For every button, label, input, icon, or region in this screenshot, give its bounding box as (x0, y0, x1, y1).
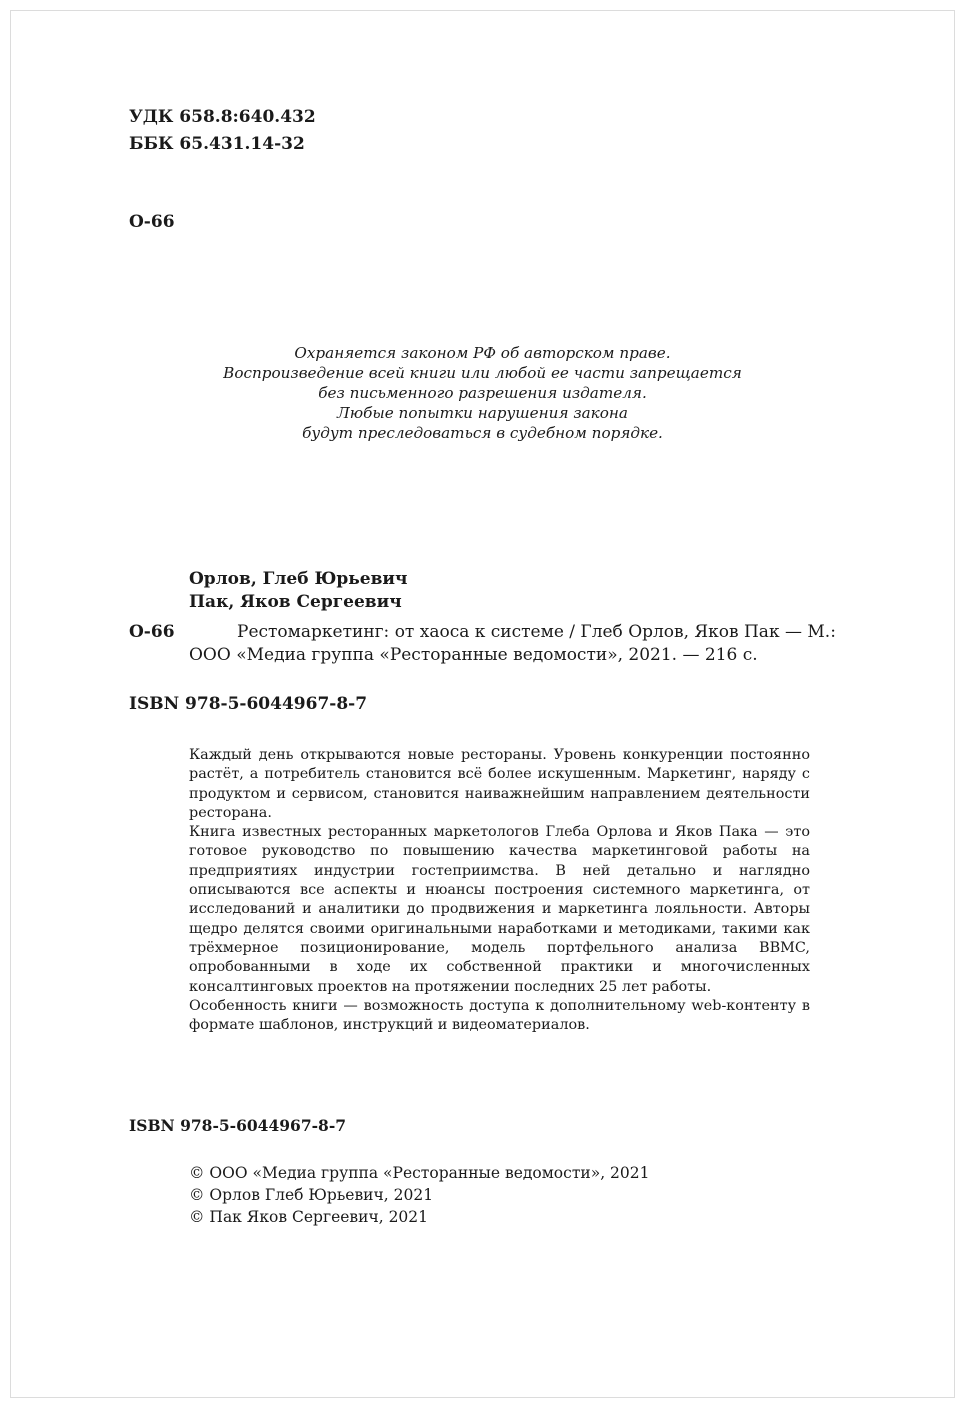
copyright-line: © Пак Яков Сергеевич, 2021 (189, 1208, 429, 1226)
udk-code: УДК 658.8:640.432 (129, 107, 316, 127)
annotation-paragraph: Каждый день открываются новые рестораны. Уровень конкуренции постоянно растёт, а потребитель становится всё более искушенным. Маркетинг, наряду с продуктом и сервисом, становится наиважнейшим направлением деятельности ресторана. (189, 747, 810, 821)
author-1: Орлов, Глеб Юрьевич (189, 569, 408, 589)
annotation-paragraph: Особенность книги — возможность доступа к дополнительному web-контенту в формате шаблонов, инструкций и видеоматериалов. (189, 997, 810, 1034)
notice-line: Охраняется законом РФ об авторском праве. (294, 344, 671, 362)
annotation-paragraph: Книга известных ресторанных маркетологов Глеба Орлова и Яков Пака — это готовое руководство по повышению качества маркетинговой работы на предприятиях индустрии гостеприимства. В ней детально и наглядно описываются все аспекты и нюансы построения системного маркетинга, от исследований и аналитики до продвижения и маркетинга лояльности. Авторы щедро делятся своими оригинальными наработками и методиками, такими как трёхмерное позиционирование, модель портфельного анализа BBMC, опробованными в ходе их собственной практики и многочисленных консалтинговых проектов на протяжении последних 25 лет работы. (189, 824, 810, 995)
annotation (189, 746, 810, 1035)
copyright-line: © ООО «Медиа группа «Ресторанные ведомости», 2021 (189, 1164, 650, 1182)
notice-line: Воспроизведение всей книги или любой ее части запрещается (223, 364, 742, 382)
bib-publisher-line: ООО «Медиа группа «Ресторанные ведомости», 2021. — 216 с. (189, 645, 758, 665)
bbk-code: ББК 65.431.14-32 (129, 134, 305, 154)
notice-line: будут преследоваться в судебном порядке. (302, 424, 663, 442)
bib-title-line: Рестомаркетинг: от хаоса к системе / Глеб Орлов, Яков Пак — М.: (237, 622, 836, 642)
author-mark: О-66 (129, 212, 175, 232)
copyright-notice (11, 343, 954, 443)
copyright-page (10, 10, 955, 1398)
author-2: Пак, Яков Сергеевич (189, 592, 402, 612)
copyright-list (189, 1162, 650, 1228)
notice-line: Любые попытки нарушения закона (337, 404, 628, 422)
bib-author-mark: О-66 (129, 622, 175, 642)
isbn: ISBN 978-5-6044967-8-7 (129, 694, 368, 714)
notice-line: без письменного разрешения издателя. (318, 384, 647, 402)
copyright-line: © Орлов Глеб Юрьевич, 2021 (189, 1186, 434, 1204)
footer-isbn: ISBN 978-5-6044967-8-7 (129, 1116, 347, 1135)
